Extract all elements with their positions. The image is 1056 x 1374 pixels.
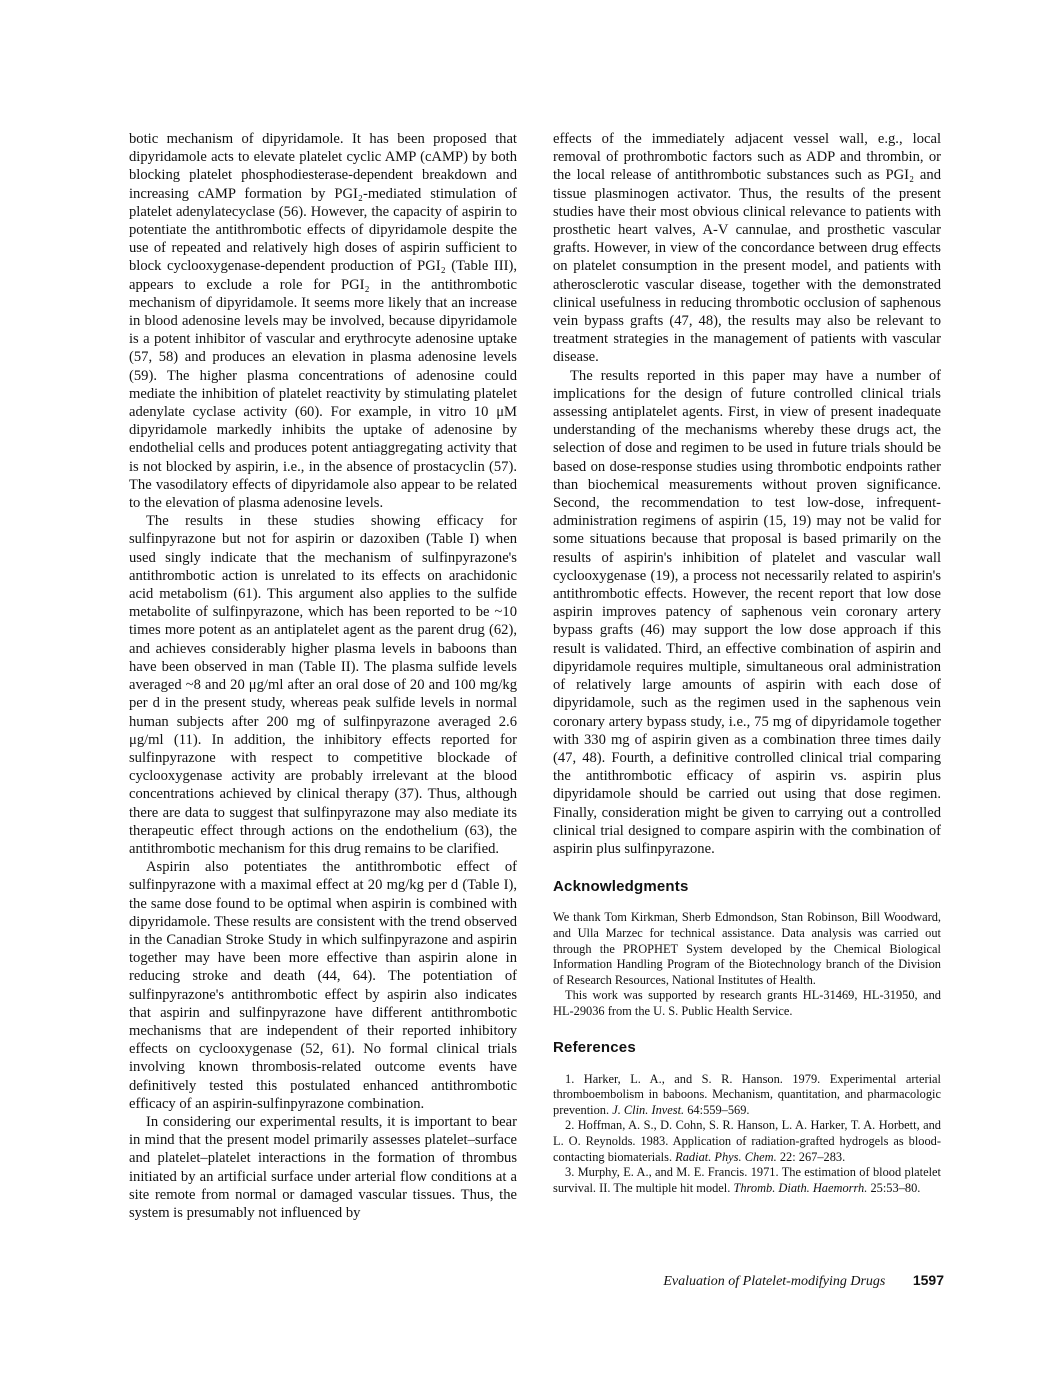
- acknowledgments-section: [553, 910, 941, 1019]
- acknowledgments-paragraph: This work was supported by research grants HL-31469, HL-31950, and HL-29036 from the U. S. Public Health Service.: [553, 988, 941, 1018]
- acknowledgments-heading: Acknowledgments: [553, 878, 689, 896]
- references-list: [553, 1072, 941, 1197]
- body-paragraph: The results in these studies showing efficacy for sulfinpyrazone but not for aspirin or dazoxiben (Table I) when used singly indicate that the mechanism of sulfinpyrazone's antithrombotic action is unrelated to its effects on arachidonic acid metabolism (61). This argument also applies to the sulfide metabolite of sulfinpyrazone, which has been reported to be ~10 times more potent as an antiplatelet agent as the parent drug (62), and achieves considerably higher plasma levels in baboons than have been observed in man (Table II). The plasma sulfide levels averaged ~8 and 20 μg/ml after an oral dose of 20 and 100 mg/kg per d in the present study, whereas peak sulfide levels in normal human subjects after 200 mg of sulfinpyrazone averaged 2.6 μg/ml (11). In addition, the inhibitory effects reported for sulfinpyrazone with respect to competitive blockade of cyclooxygenase activity are probably irrelevant at the blood concentrations achieved by clinical therapy (37). Thus, although there are data to suggest that sulfinpyrazone may also mediate its therapeutic effect through actions on the endothelium (63), the antithrombotic mechanism for this drug remains to be clarified.: [129, 513, 517, 857]
- references-heading: References: [553, 1039, 636, 1057]
- reference-item: 3. Murphy, E. A., and M. E. Francis. 1971. The estimation of blood platelet survival. II. The multiple hit model. Thromb. Diath. Haemorrh. 25:53–80.: [553, 1165, 941, 1195]
- right-column: [553, 130, 941, 1196]
- body-paragraph: effects of the immediately adjacent vessel wall, e.g., local removal of prothrombotic factors such as ADP and thrombin, or the local release of antithrombotic substances such as PGI₂ and tissue plasminogen activator. Thus, the results of the present studies have their most obvious clinical relevance to patients with prosthetic heart valves, A-V cannulae, and prosthetic vascular grafts. However, in view of the concordance between drug effects on platelet consumption in the present model, and patients with atherosclerotic vascular disease, together with the demonstrated clinical usefulness in reducing thrombotic occlusion of saphenous vein bypass grafts (47, 48), the results may also be relevant to treatment strategies in the management of patients with vascular disease.: [553, 131, 941, 366]
- running-title: Evaluation of Platelet-modifying Drugs: [663, 1274, 886, 1289]
- page-footer: [663, 1272, 944, 1290]
- body-paragraph: The results reported in this paper may have a number of implications for the design of future controlled clinical trials assessing antiplatelet agents. First, in view of present inadequate understanding of the mechanisms whereby these drugs act, the selection of dose and regimen to be used in future trials should be based on dose-response studies using thrombotic endpoints rather than biochemical measurements without proven significance. Second, the recommendation to test low-dose, infrequent-administration regimens of aspirin (15, 19) may not be valid for some situations because that proposal is based primarily on the results of aspirin's inhibition of platelet and vascular wall cyclooxygenase (19), a process not necessarily related to aspirin's antithrombotic effects. However, the recent report that low dose aspirin improves patency of saphenous vein coronary artery bypass grafts (46) may support the low dose approach if this result is validated. Third, an effective combination of aspirin and dipyridamole requires multiple, simultaneous oral administration of relatively large amounts of aspirin with each dose of dipyridamole, such as the regimen used in the saphenous vein coronary artery bypass study, i.e., 75 mg of dipyridamole together with 330 mg of aspirin given as a combination three times daily (47, 48). Fourth, a definitive controlled clinical trial comparing the antithrombotic efficacy of aspirin vs. aspirin plus dipyridamole should be carried out using that dose regimen. Finally, consideration might be given to carrying out a controlled clinical trial designed to compare aspirin with the combination of aspirin plus sulfinpyrazone.: [553, 367, 941, 857]
- reference-item: 2. Hoffman, A. S., D. Cohn, S. R. Hanson, L. A. Harker, T. A. Horbett, and L. O. Reynolds. 1983. Application of radiation-grafted hydrogels as blood-contacting biomaterials. Radiat. Phys. Chem. 22: 267–283.: [553, 1118, 941, 1164]
- left-column: [129, 130, 517, 1222]
- body-paragraph: Aspirin also potentiates the antithrombotic effect of sulfinpyrazone with a maximal effect at 20 mg/kg per d (Table I), the same dose found to be optimal when aspirin is combined with dipyridamole. These results are consistent with the trend observed in the Canadian Stroke Study in which sulfinpyrazone and aspirin together may have been more effective than aspirin alone in reducing stroke and death (44, 64). The potentiation of sulfinpyrazone's antithrombotic effect by aspirin also indicates that aspirin and sulfinpyrazone have different antithrombotic mechanisms that are independent of their reported inhibitory effects on cyclooxygenase (52, 61). No formal clinical trials involving known thrombosis-related outcome events have definitively tested this postulated enhanced antithrombotic efficacy of an aspirin-sulfinpyrazone combination.: [129, 859, 517, 1112]
- page-number: 1597: [912, 1272, 944, 1288]
- body-paragraph: botic mechanism of dipyridamole. It has been proposed that dipyridamole acts to elevate platelet cyclic AMP (cAMP) by both blocking platelet phosphodiesterase-dependent breakdown and increasing cAMP formation by PGI₂-mediated stimulation of platelet adenylatecyclase (56). However, the capacity of aspirin to potentiate the antithrombotic effects of dipyridamole despite the use of repeated and relatively high doses of aspirin sufficient to block cyclooxygenase-dependent production of PGI₂ (Table III), appears to exclude a role for PGI₂ in the antithrombotic mechanism of dipyridamole. It seems more likely that an increase in blood adenosine levels may be involved, because dipyridamole is a potent inhibitor of vascular and erythrocyte adenosine uptake (57, 58) and produces an elevation in plasma adenosine levels (59). The higher plasma concentrations of adenosine could mediate the inhibition of platelet reactivity by stimulating platelet adenylate cyclase activity (60). For example, in vitro 10 μM dipyridamole markedly inhibits the uptake of adenosine by endothelial cells and produces potent antiaggregating activity that is not blocked by aspirin, i.e., in the absence of prostacyclin (57). The vasodilatory effects of dipyridamole also appear to be related to the elevation of plasma adenosine levels.: [129, 131, 517, 512]
- body-paragraph: In considering our experimental results, it is important to bear in mind that the present model primarily assesses platelet–surface and platelet–platelet interactions in the formation of thrombus initiated by an artificial surface under arterial flow conditions at a site remote from normal or damaged vascular tissues. Thus, the system is presumably not influenced by: [129, 1113, 517, 1221]
- acknowledgments-paragraph: We thank Tom Kirkman, Sherb Edmondson, Stan Robinson, Bill Woodward, and Ulla Marzec for technical assistance. Data analysis was carried out through the PROPHET System developed by the Chemical Biological Information Handling Program of the Biotechnology branch of the Division of Research Resources, National Institutes of Health.: [553, 910, 941, 987]
- reference-item: 1. Harker, L. A., and S. R. Hanson. 1979. Experimental arterial thromboembolism in baboons. Mechanism, quantitation, and pharmacologic prevention. J. Clin. Invest. 64:559–569.: [553, 1071, 941, 1117]
